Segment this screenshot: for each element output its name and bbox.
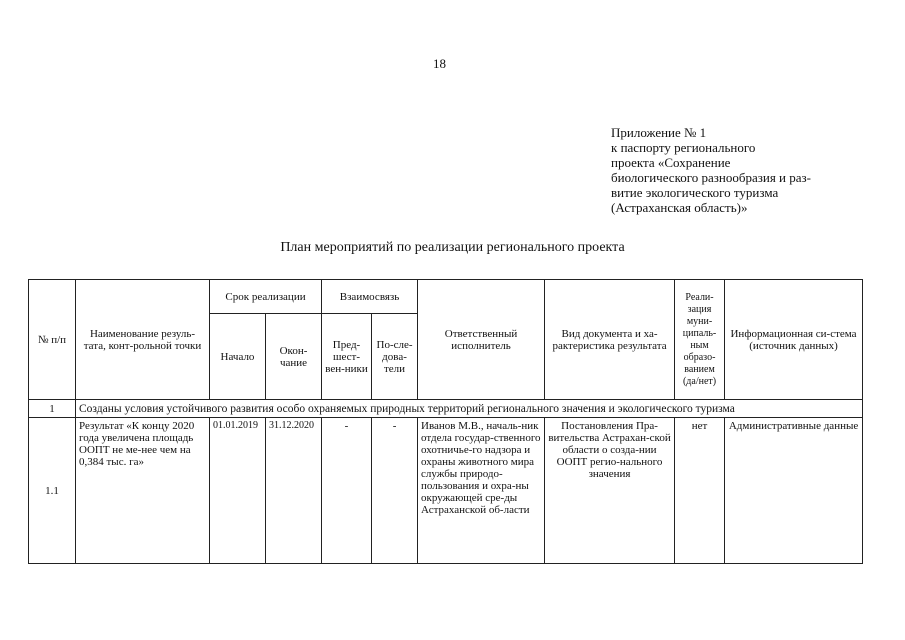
header-doc-type: Вид документа и ха-рактеристика результата	[545, 280, 675, 400]
row-responsible: Иванов М.В., началь-ник отдела государ-ственного охотничье-го надзора и охраны животного мира службы природо-пользования и охра-ны окружающей сре-ды Астраханской об-ласти	[418, 418, 545, 564]
appendix-line: (Астраханская область)»	[611, 200, 748, 215]
header-end: Окон-чание	[266, 314, 322, 400]
row-number: 1.1	[29, 418, 76, 564]
appendix-line: биологического разнообразия и раз-	[611, 170, 812, 185]
header-info-system: Информационная си-стема (источник данных)	[725, 280, 863, 400]
row-info-system: Административные данные	[725, 418, 863, 564]
row-predecessors: -	[322, 418, 372, 564]
row-municipal: нет	[675, 418, 725, 564]
appendix-line: Приложение № 1	[611, 125, 707, 140]
appendix-note	[611, 125, 861, 215]
section-number: 1	[29, 400, 76, 418]
section-title: Созданы условия устойчивого развития особо охраняемых природных территорий регионального значения и экологического туризма	[76, 400, 863, 418]
plan-title: План мероприятий по реализации регионального проекта	[280, 240, 625, 255]
row-name: Результат «К концу 2020 года увеличена площадь ООПТ не ме-нее чем на 0,384 тыс. га»	[76, 418, 210, 564]
section-row	[29, 400, 863, 418]
header-start: Начало	[210, 314, 266, 400]
header-successors: По-сле-дова-тели	[372, 314, 418, 400]
header-responsible: Ответственный исполнитель	[418, 280, 545, 400]
header-municipal: Реали-зация муни-ципаль-ным образо-ванием (да/нет)	[675, 280, 725, 400]
row-doc-type: Постановления Пра-вительства Астрахан-ской области о созда-нии ООПТ регио-нального значения	[545, 418, 675, 564]
header-relation: Взаимосвязь	[322, 280, 418, 314]
page-number: 18	[433, 56, 446, 71]
row-successors: -	[372, 418, 418, 564]
appendix-line: к паспорту регионального	[611, 140, 756, 155]
table-row	[29, 418, 863, 564]
row-end: 31.12.2020	[266, 418, 322, 564]
header-num: № п/п	[29, 280, 76, 400]
header-period: Срок реализации	[210, 280, 322, 314]
row-start: 01.01.2019	[210, 418, 266, 564]
header-predecessors: Пред-шест-вен-ники	[322, 314, 372, 400]
header-name: Наименование резуль-тата, конт-рольной точки	[76, 280, 210, 400]
appendix-line: проекта «Сохранение	[611, 155, 731, 170]
plan-table	[28, 279, 863, 564]
appendix-line: витие экологического туризма	[611, 185, 779, 200]
